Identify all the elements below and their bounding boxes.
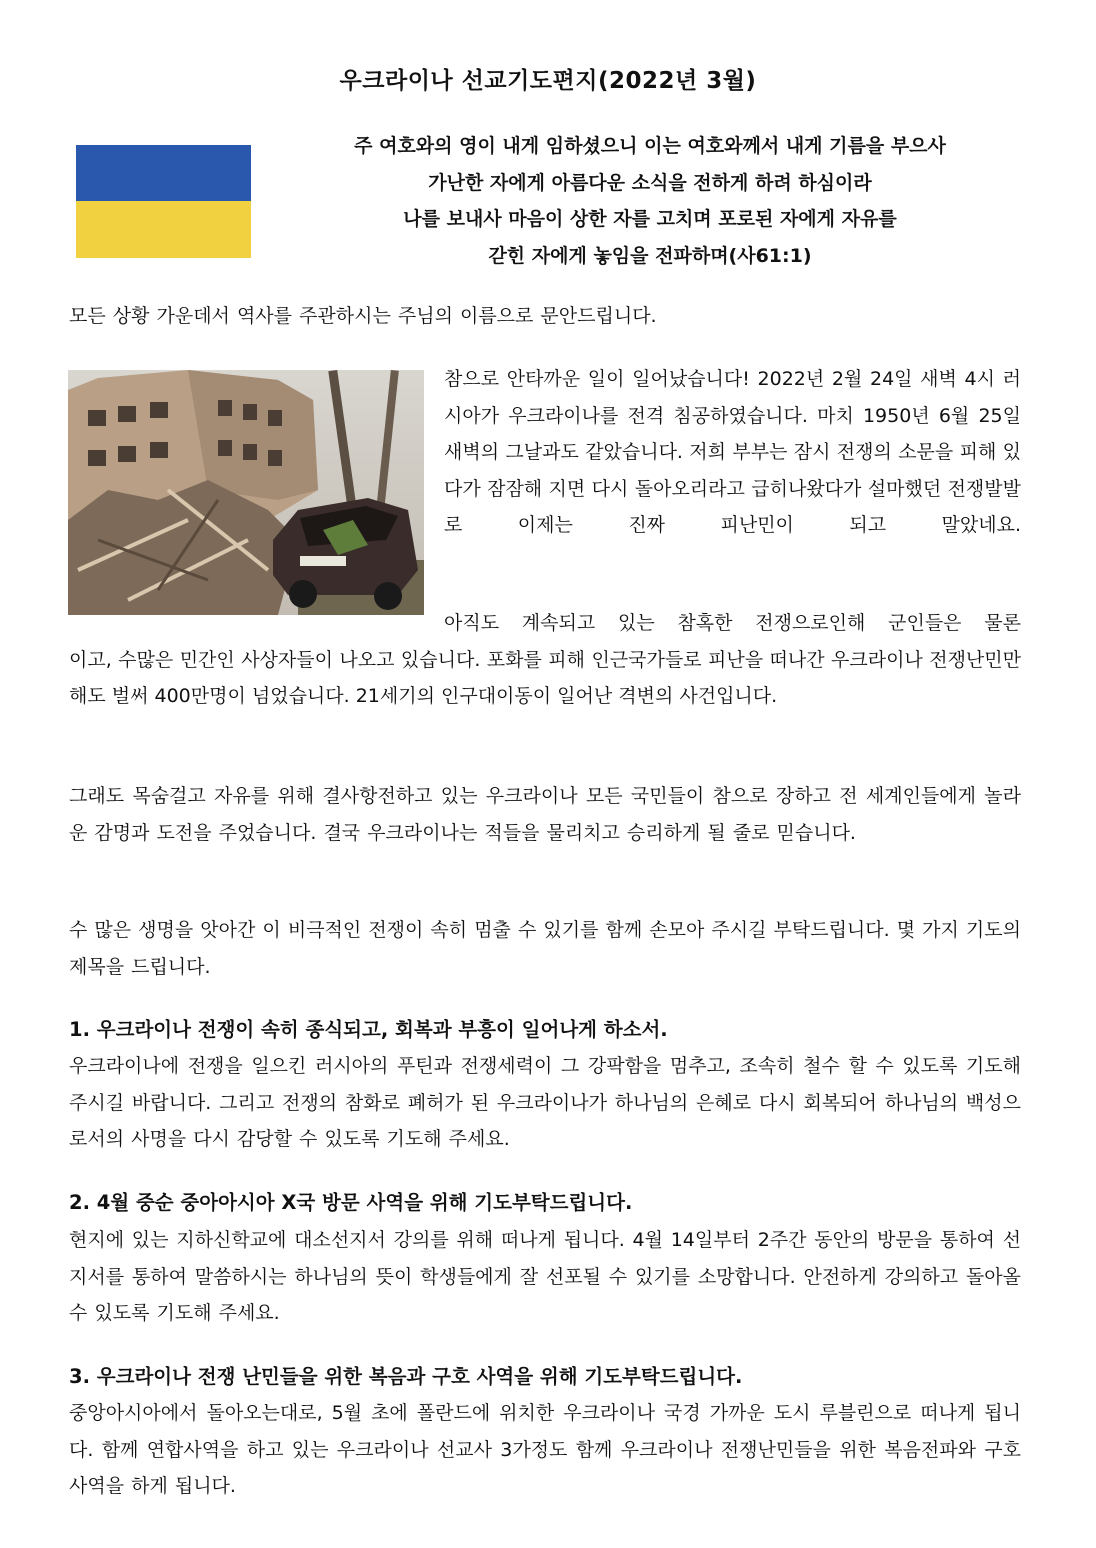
war-ruins-photo [68,370,424,615]
intro-paragraph [444,361,1021,544]
request-paragraph: 수 많은 생명을 앗아간 이 비극적인 전쟁이 속히 멈출 수 있기를 함께 손모아 주시길 부탁드립니다. 몇 가지 기도의 제목을 드립니다. [69,919,1021,978]
verse-line: 주 여호와의 영이 내게 임하셨으니 이는 여호와께서 내게 기름을 부으사 [354,135,946,157]
war-paragraph [69,605,1021,715]
prayer-3-body: 중앙아시아에서 돌아오는대로, 5월 초에 폴란드에 위치한 우크라이나 국경 가까운 도시 루블린으로 떠나게 됩니다. 함께 연합사역을 하고 있는 우크라이나 선교사 3가정도 함께 우크라이나 전쟁난민들을 위한 복음전파와 구호사역을 하게 됩니다. [69,1402,1021,1497]
courage-paragraph: 그래도 목숨걸고 자유를 위해 결사항전하고 있는 우크라이나 모든 국민들이 참으로 장하고 전 세계인들에게 놀라운 감명과 도전을 주었습니다. 결국 우크라이나는 적들을 물리치고 승리하게 될 줄로 믿습니다. [69,785,1021,844]
prayer-3-heading: 3. 우크라이나 전쟁 난민들을 위한 복음과 구호 사역을 위해 기도부탁드립니다. [69,1365,743,1388]
page-title: 우크라이나 선교기도편지(2022년 3월) [339,68,757,94]
greeting: 모든 상황 가운데서 역사를 주관하시는 주님의 이름으로 문안드립니다. [69,305,657,327]
verse-line: 나를 보내사 마음이 상한 자를 고치며 포로된 자에게 자유를 [403,208,897,230]
flag-blue-stripe [76,145,251,201]
flag-yellow-stripe [76,201,251,258]
prayer-1-heading: 1. 우크라이나 전쟁이 속히 종식되고, 회복과 부흥이 일어나게 하소서. [69,1018,668,1041]
verse-line: 갇힌 자에게 놓임을 전파하며(사61:1) [488,244,812,267]
ukraine-flag [76,145,251,258]
scripture-verse [270,128,1030,274]
intro-text: 참으로 안타까운 일이 일어났습니다! 2022년 2월 24일 새벽 4시 러시아가 우크라이나를 전격 침공하였습니다. 마치 1950년 6월 25일 새벽의 그날과도 같았습니다. 저희 부부는 잠시 전쟁의 소문을 피해 있다가 잠잠해 지면 다시 돌아오리라고 급히나왔다가 설마했던 전쟁발발로 이제는 진짜 피난민이 되고 말았네요. [444,368,1021,536]
prayer-2-body: 현지에 있는 지하신학교에 대소선지서 강의를 위해 떠나게 됩니다. 4월 14일부터 2주간 동안의 방문을 통하여 선지서를 통하여 말씀하시는 하나님의 뜻이 학생들에게 잘 선포될 수 있기를 소망합니다. 안전하게 강의하고 돌아올 수 있도록 기도해 주세요. [69,1229,1021,1324]
war-paragraph-rest: 이고, 수많은 민간인 사상자들이 나오고 있습니다. 포화를 피해 인근국가들로 피난을 떠나간 우크라이나 전쟁난민만 해도 벌써 400만명이 넘었습니다. 21세기의 인구대이동이 일어난 격변의 사건입니다. [69,648,1021,707]
verse-line: 가난한 자에게 아름다운 소식을 전하게 하려 하심이라 [428,171,872,194]
war-paragraph-first-line: 아직도 계속되고 있는 참혹한 전쟁으로인해 군인들은 물론 [444,612,1021,634]
prayer-1-body: 우크라이나에 전쟁을 일으킨 러시아의 푸틴과 전쟁세력이 그 강팍함을 멈추고, 조속히 철수 할 수 있도록 기도해 주시길 바랍니다. 그리고 전쟁의 참화로 폐허가 된 우크라이나가 하나님의 은혜로 다시 회복되어 하나님의 백성으로서의 사명을 다시 감당할 수 있도록 기도해 주세요. [69,1055,1021,1150]
prayer-2-heading: 2. 4월 중순 중아아시아 X국 방문 사역을 위해 기도부탁드립니다. [69,1191,633,1214]
